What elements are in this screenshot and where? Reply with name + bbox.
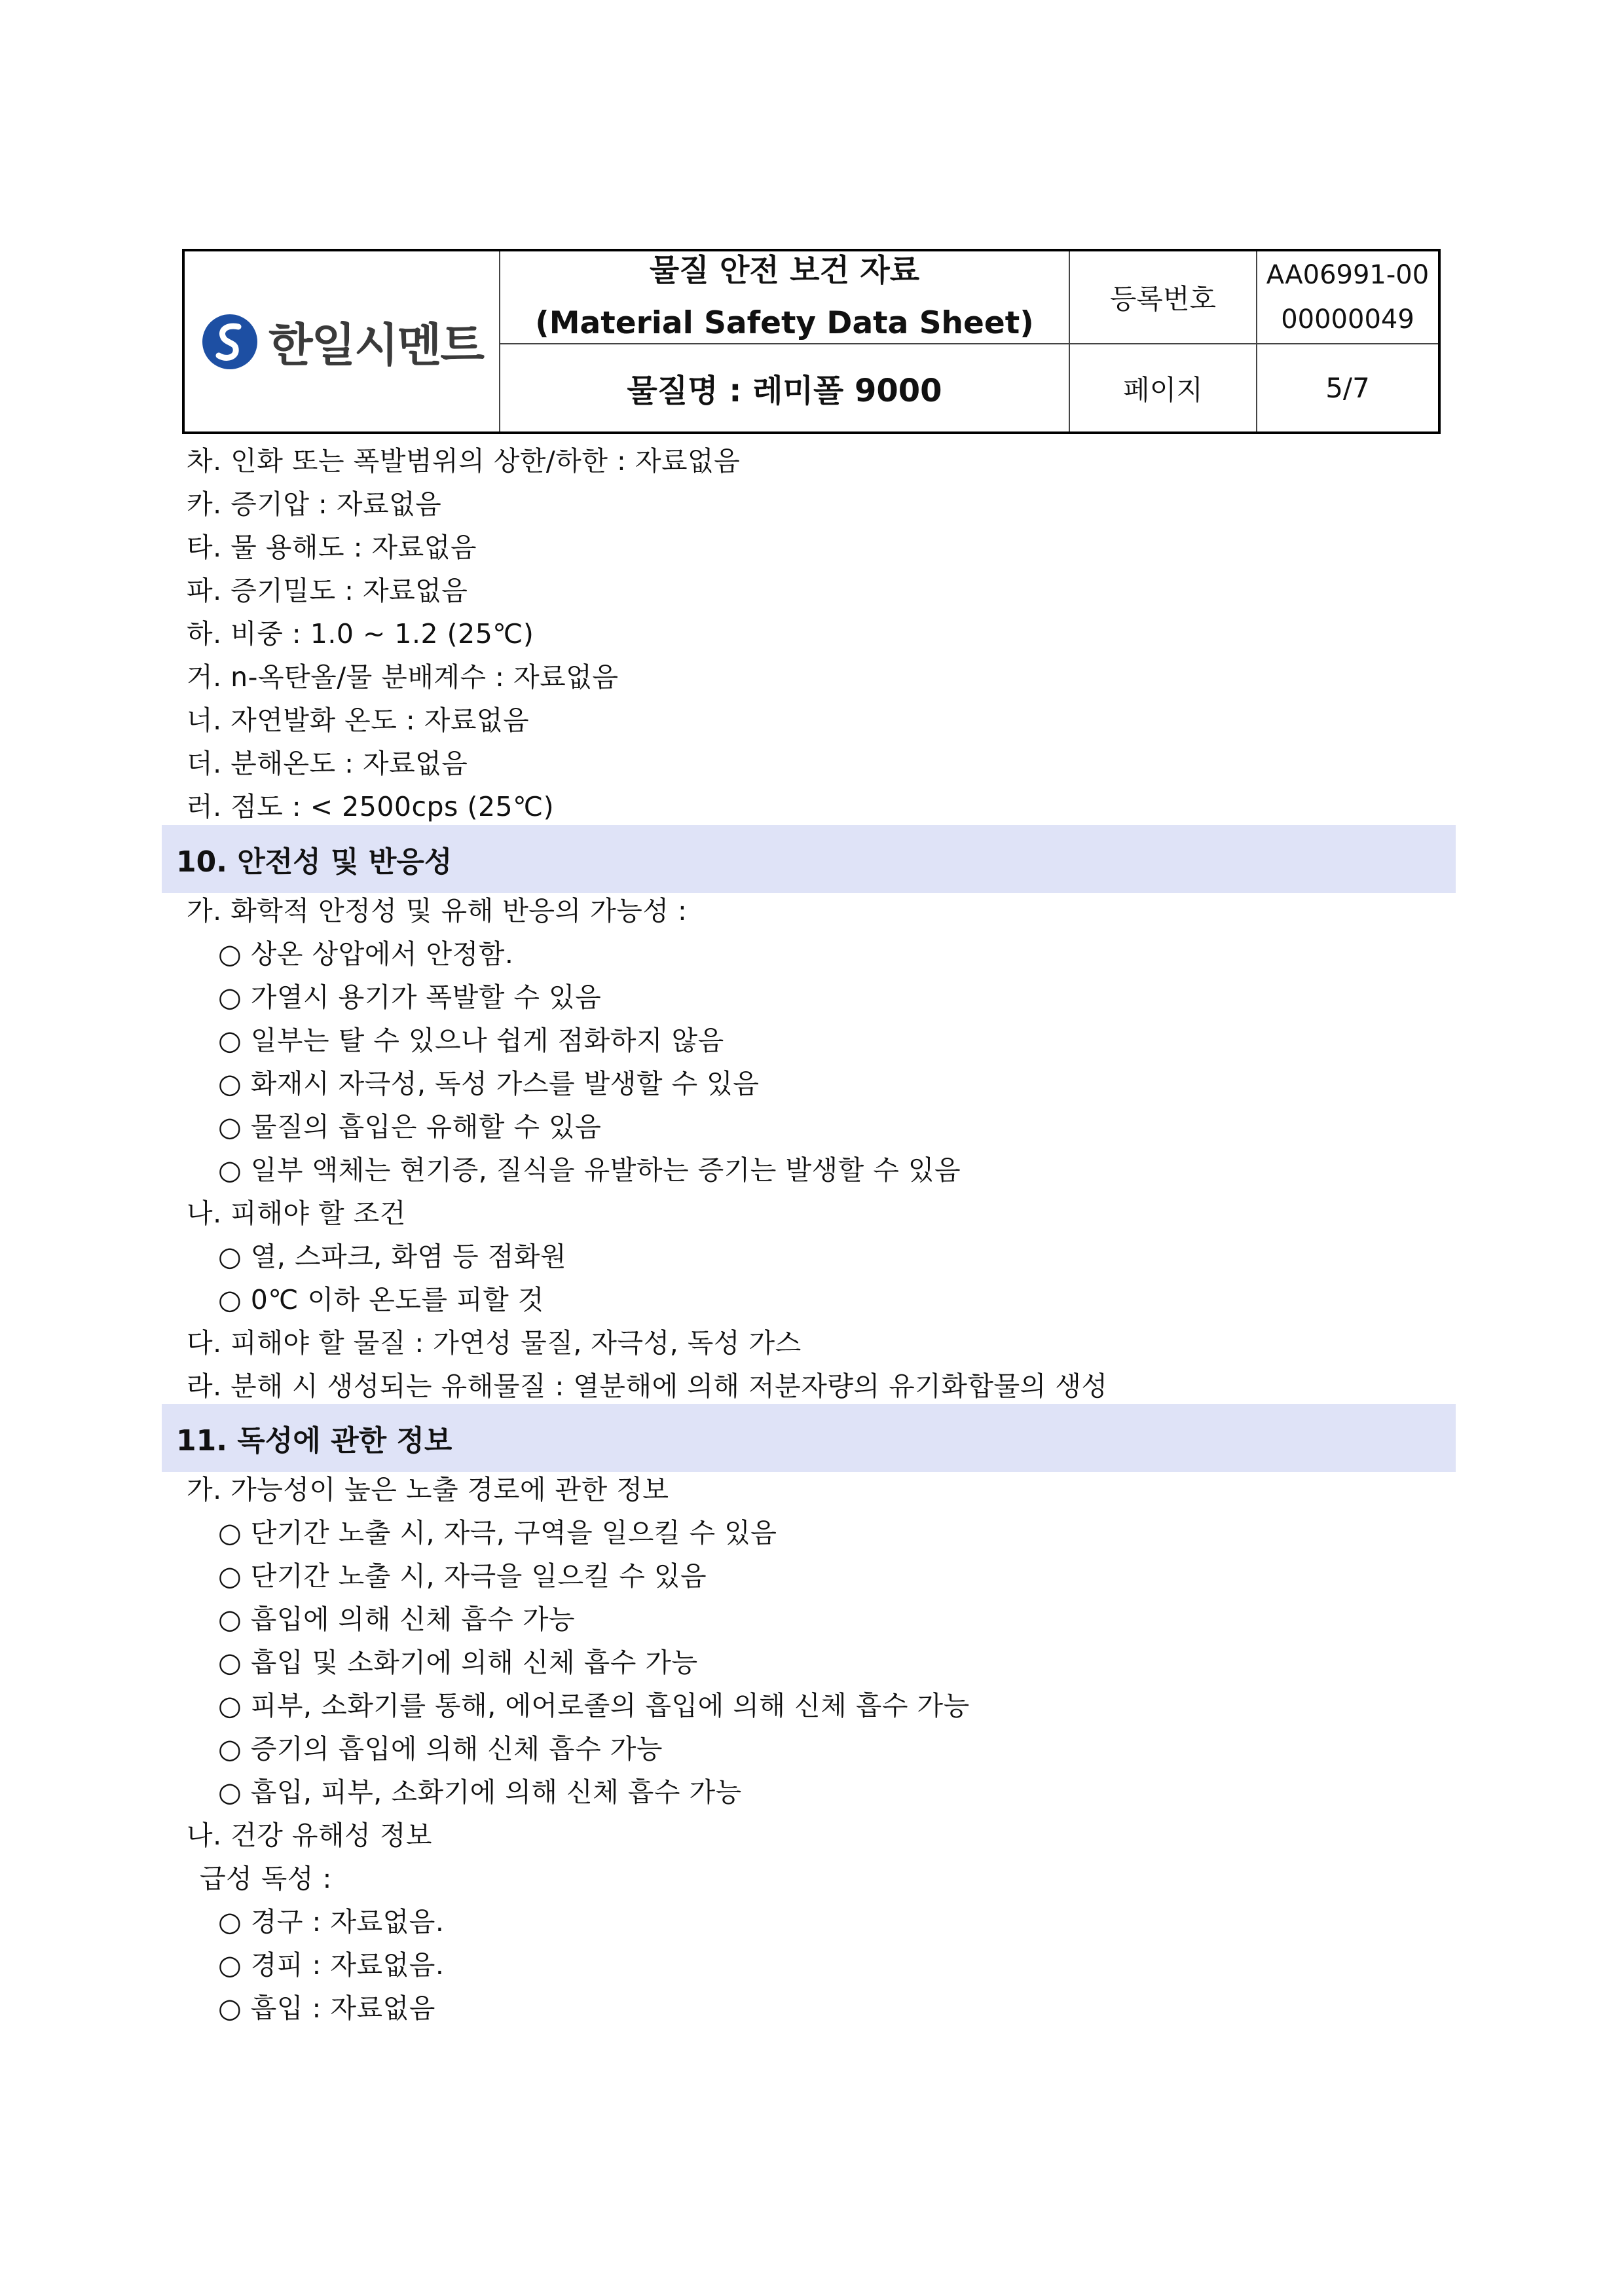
registration-number bbox=[1257, 251, 1438, 344]
list-item: ○ 단기간 노출 시, 자극을 일으킬 수 있음 bbox=[218, 1560, 707, 1592]
text-line: 너. 자연발화 온도 : 자료없음 bbox=[187, 705, 530, 736]
list-item: ○ 흡입 및 소화기에 의해 신체 흡수 가능 bbox=[218, 1647, 698, 1678]
list-item: ○ 0℃ 이하 온도를 피할 것 bbox=[218, 1284, 544, 1315]
text-line: 나. 피해야 할 조건 bbox=[187, 1198, 406, 1229]
text-line: 가. 가능성이 높은 노출 경로에 관한 정보 bbox=[187, 1474, 669, 1505]
list-item: ○ 단기간 노출 시, 자극, 구역을 일으킬 수 있음 bbox=[218, 1517, 777, 1549]
registration-number-line2: 00000049 bbox=[1281, 304, 1414, 335]
text-line: 차. 인화 또는 폭발범위의 상한/하한 : 자료없음 bbox=[187, 445, 741, 477]
company-logo bbox=[200, 308, 483, 375]
text-line: 다. 피해야 할 물질 : 가연성 물질, 자극성, 독성 가스 bbox=[187, 1327, 802, 1359]
text-line: 가. 화학적 안정성 및 유해 반응의 가능성 : bbox=[187, 895, 688, 927]
list-item: ○ 피부, 소화기를 통해, 에어로졸의 흡입에 의해 신체 흡수 가능 bbox=[218, 1690, 970, 1721]
logo-cell bbox=[185, 251, 500, 431]
title-korean: 물질 안전 보건 자료 bbox=[649, 253, 920, 289]
title-english: (Material Safety Data Sheet) bbox=[535, 305, 1034, 341]
list-item: ○ 경피 : 자료없음. bbox=[218, 1949, 445, 1981]
text-line: 나. 건강 유해성 정보 bbox=[187, 1820, 432, 1851]
list-item: ○ 일부는 탈 수 있으나 쉽게 점화하지 않음 bbox=[218, 1025, 724, 1056]
list-item: ○ 흡입에 의해 신체 흡수 가능 bbox=[218, 1604, 576, 1635]
list-item: ○ 물질의 흡입은 유해할 수 있음 bbox=[218, 1111, 602, 1143]
section-heading-10: 10. 안전성 및 반응성 bbox=[162, 825, 1456, 893]
text-line: 하. 비중 : 1.0 ~ 1.2 (25℃) bbox=[187, 618, 534, 650]
text-line: 카. 증기압 : 자료없음 bbox=[187, 488, 442, 520]
company-name: 한일시멘트 bbox=[268, 318, 484, 372]
hanil-logo-icon bbox=[200, 312, 259, 371]
material-name: 물질명 : 레미폴 9000 bbox=[500, 344, 1070, 431]
document-title bbox=[500, 251, 1070, 344]
list-item: ○ 증기의 흡입에 의해 신체 흡수 가능 bbox=[218, 1733, 663, 1765]
text-line: 러. 점도 : < 2500cps (25℃) bbox=[187, 791, 555, 822]
text-line: 거. n-옥탄올/물 분배계수 : 자료없음 bbox=[187, 661, 619, 693]
text-line: 더. 분해온도 : 자료없음 bbox=[187, 748, 468, 779]
list-item: ○ 경구 : 자료없음. bbox=[218, 1906, 445, 1937]
list-item: ○ 가열시 용기가 폭발할 수 있음 bbox=[218, 982, 602, 1013]
registration-number-line1: AA06991-00 bbox=[1266, 260, 1430, 290]
list-item: ○ 열, 스파크, 화염 등 점화원 bbox=[218, 1241, 567, 1272]
page-label: 페이지 bbox=[1070, 344, 1257, 431]
list-item: ○ 화재시 자극성, 독성 가스를 발생할 수 있음 bbox=[218, 1068, 760, 1099]
text-line: 파. 증기밀도 : 자료없음 bbox=[187, 575, 468, 606]
list-item: ○ 흡입 : 자료없음 bbox=[218, 1992, 435, 2024]
list-item: ○ 흡입, 피부, 소화기에 의해 신체 흡수 가능 bbox=[218, 1776, 742, 1808]
list-item: ○ 상온 상압에서 안정함. bbox=[218, 938, 514, 970]
section-heading-11: 11. 독성에 관한 정보 bbox=[162, 1404, 1456, 1472]
text-line: 급성 독성 : bbox=[200, 1863, 332, 1894]
text-line: 타. 물 용해도 : 자료없음 bbox=[187, 532, 477, 563]
page-number: 5/7 bbox=[1325, 372, 1370, 404]
list-item: ○ 일부 액체는 현기증, 질식을 유발하는 증기는 발생할 수 있음 bbox=[218, 1154, 961, 1186]
header-table bbox=[182, 249, 1441, 434]
text-line: 라. 분해 시 생성되는 유해물질 : 열분해에 의해 저분자량의 유기화합물의 생성 bbox=[187, 1370, 1108, 1402]
registration-label: 등록번호 bbox=[1070, 251, 1257, 344]
